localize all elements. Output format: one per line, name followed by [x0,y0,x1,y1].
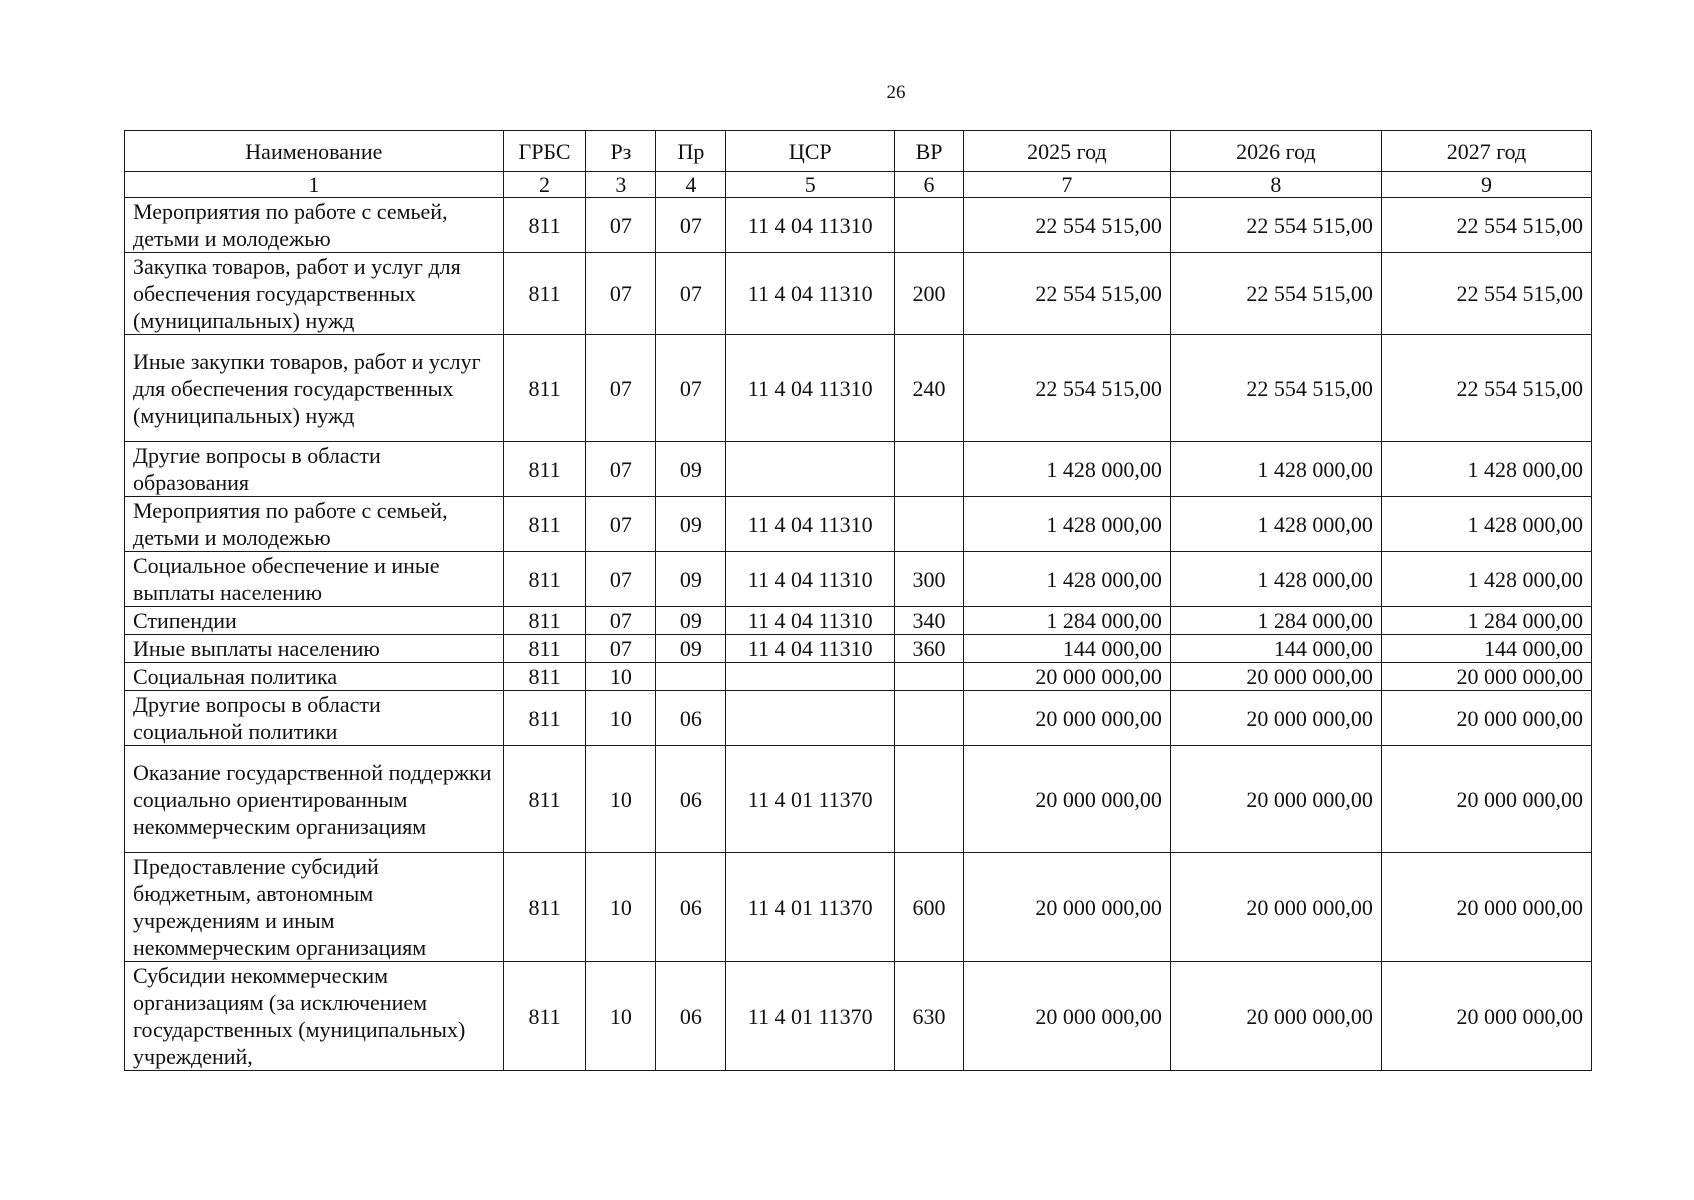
row-pr-cell: 09 [656,635,726,663]
row-rz-cell: 10 [586,663,656,691]
row-name-cell: Иные закупки товаров, работ и услуг для обеспечения государственных (муниципальных) нужд [125,335,504,442]
row-2025-amount: 1 428 000,00 [964,552,1171,607]
row-rz-cell: 07 [586,335,656,442]
row-2027-amount: 1 428 000,00 [1381,552,1591,607]
table-row [125,253,1592,335]
table-row [125,635,1592,663]
row-vr-cell: 630 [895,962,964,1071]
header-row [125,131,1592,172]
row-grbs-cell: 811 [503,607,586,635]
row-pr-cell: 09 [656,552,726,607]
row-2027-amount: 1 284 000,00 [1381,607,1591,635]
row-vr-cell [895,691,964,746]
row-rz-cell: 07 [586,442,656,497]
row-2026-amount: 20 000 000,00 [1170,746,1381,853]
row-2027-amount: 20 000 000,00 [1381,746,1591,853]
row-grbs-cell: 811 [503,497,586,552]
row-vr-cell [895,497,964,552]
row-vr-cell [895,663,964,691]
table-row [125,853,1592,962]
row-2025-amount: 22 554 515,00 [964,253,1171,335]
row-2027-amount: 20 000 000,00 [1381,962,1591,1071]
row-pr-cell: 06 [656,962,726,1071]
table-body [125,198,1592,1071]
column-number: 4 [656,172,726,198]
row-csr-cell: 11 4 04 11310 [726,198,895,253]
table-row [125,691,1592,746]
row-rz-cell: 07 [586,635,656,663]
row-pr-cell: 09 [656,607,726,635]
row-2025-amount: 20 000 000,00 [964,853,1171,962]
row-grbs-cell: 811 [503,746,586,853]
row-grbs-cell: 811 [503,335,586,442]
column-number: 5 [726,172,895,198]
table-row [125,198,1592,253]
row-2025-amount: 22 554 515,00 [964,335,1171,442]
row-grbs-cell: 811 [503,552,586,607]
row-2025-amount: 1 284 000,00 [964,607,1171,635]
row-2025-amount: 1 428 000,00 [964,497,1171,552]
row-rz-cell: 07 [586,497,656,552]
table-row [125,962,1592,1071]
row-name-cell: Другие вопросы в области социальной политики [125,691,504,746]
row-pr-cell: 09 [656,497,726,552]
column-number-row [125,172,1592,198]
column-number: 8 [1170,172,1381,198]
row-2026-amount: 1 428 000,00 [1170,442,1381,497]
row-rz-cell: 10 [586,691,656,746]
column-header-pr: Пр [656,131,726,172]
row-grbs-cell: 811 [503,635,586,663]
row-2026-amount: 1 284 000,00 [1170,607,1381,635]
table-row [125,663,1592,691]
row-2025-amount: 1 428 000,00 [964,442,1171,497]
column-number: 3 [586,172,656,198]
row-grbs-cell: 811 [503,198,586,253]
row-rz-cell: 07 [586,253,656,335]
row-csr-cell: 11 4 01 11370 [726,746,895,853]
row-2025-amount: 20 000 000,00 [964,746,1171,853]
row-2025-amount: 20 000 000,00 [964,962,1171,1071]
column-header-csr: ЦСР [726,131,895,172]
column-number: 1 [125,172,504,198]
row-rz-cell: 10 [586,962,656,1071]
row-csr-cell: 11 4 04 11310 [726,635,895,663]
row-csr-cell: 11 4 01 11370 [726,853,895,962]
column-header-name: Наименование [125,131,504,172]
budget-table [124,130,1592,1071]
row-name-cell: Иные выплаты населению [125,635,504,663]
row-csr-cell [726,691,895,746]
row-pr-cell: 09 [656,442,726,497]
row-2027-amount: 144 000,00 [1381,635,1591,663]
row-2026-amount: 1 428 000,00 [1170,552,1381,607]
row-2026-amount: 22 554 515,00 [1170,253,1381,335]
row-vr-cell: 300 [895,552,964,607]
row-2027-amount: 1 428 000,00 [1381,442,1591,497]
row-vr-cell [895,746,964,853]
row-pr-cell [656,663,726,691]
row-pr-cell: 06 [656,691,726,746]
row-csr-cell: 11 4 04 11310 [726,253,895,335]
row-vr-cell: 240 [895,335,964,442]
row-csr-cell: 11 4 01 11370 [726,962,895,1071]
row-name-cell: Оказание государственной поддержки социально ориентированным некоммерческим организациям [125,746,504,853]
table-row [125,746,1592,853]
row-name-cell: Другие вопросы в области образования [125,442,504,497]
row-2027-amount: 20 000 000,00 [1381,663,1591,691]
row-grbs-cell: 811 [503,853,586,962]
row-csr-cell: 11 4 04 11310 [726,497,895,552]
row-pr-cell: 06 [656,853,726,962]
row-name-cell: Мероприятия по работе с семьей, детьми и молодежью [125,198,504,253]
row-2027-amount: 22 554 515,00 [1381,335,1591,442]
row-vr-cell: 600 [895,853,964,962]
row-rz-cell: 10 [586,853,656,962]
row-2027-amount: 1 428 000,00 [1381,497,1591,552]
row-2027-amount: 22 554 515,00 [1381,198,1591,253]
row-name-cell: Закупка товаров, работ и услуг для обеспечения государственных (муниципальных) нужд [125,253,504,335]
row-2026-amount: 1 428 000,00 [1170,497,1381,552]
row-pr-cell: 06 [656,746,726,853]
row-2025-amount: 20 000 000,00 [964,691,1171,746]
table-row [125,552,1592,607]
row-grbs-cell: 811 [503,962,586,1071]
row-2026-amount: 22 554 515,00 [1170,198,1381,253]
row-2025-amount: 20 000 000,00 [964,663,1171,691]
column-header-2025: 2025 год [964,131,1171,172]
row-2027-amount: 20 000 000,00 [1381,691,1591,746]
column-number: 7 [964,172,1171,198]
row-vr-cell [895,442,964,497]
row-2026-amount: 144 000,00 [1170,635,1381,663]
row-name-cell: Субсидии некоммерческим организациям (за исключением государственных (муниципальных) учреждений, [125,962,504,1071]
column-header-vr: ВР [895,131,964,172]
row-vr-cell: 200 [895,253,964,335]
row-2027-amount: 22 554 515,00 [1381,253,1591,335]
row-csr-cell: 11 4 04 11310 [726,335,895,442]
row-2027-amount: 20 000 000,00 [1381,853,1591,962]
row-name-cell: Мероприятия по работе с семьей, детьми и молодежью [125,497,504,552]
row-name-cell: Социальная политика [125,663,504,691]
table-row [125,335,1592,442]
row-rz-cell: 07 [586,552,656,607]
row-2025-amount: 144 000,00 [964,635,1171,663]
row-csr-cell: 11 4 04 11310 [726,552,895,607]
table-row [125,607,1592,635]
row-2026-amount: 20 000 000,00 [1170,853,1381,962]
row-grbs-cell: 811 [503,663,586,691]
row-grbs-cell: 811 [503,253,586,335]
row-pr-cell: 07 [656,198,726,253]
column-header-2026: 2026 год [1170,131,1381,172]
row-pr-cell: 07 [656,253,726,335]
column-header-2027: 2027 год [1381,131,1591,172]
row-2026-amount: 20 000 000,00 [1170,663,1381,691]
row-csr-cell [726,442,895,497]
row-name-cell: Стипендии [125,607,504,635]
row-2025-amount: 22 554 515,00 [964,198,1171,253]
row-rz-cell: 07 [586,607,656,635]
row-2026-amount: 20 000 000,00 [1170,691,1381,746]
row-rz-cell: 10 [586,746,656,853]
row-pr-cell: 07 [656,335,726,442]
row-2026-amount: 20 000 000,00 [1170,962,1381,1071]
row-rz-cell: 07 [586,198,656,253]
column-number: 2 [503,172,586,198]
row-name-cell: Социальное обеспечение и иные выплаты населению [125,552,504,607]
column-number: 9 [1381,172,1591,198]
column-header-rz: Рз [586,131,656,172]
column-header-grbs: ГРБС [503,131,586,172]
table-row [125,497,1592,552]
row-grbs-cell: 811 [503,442,586,497]
row-csr-cell: 11 4 04 11310 [726,607,895,635]
row-csr-cell [726,663,895,691]
row-vr-cell: 360 [895,635,964,663]
row-vr-cell [895,198,964,253]
column-number: 6 [895,172,964,198]
row-vr-cell: 340 [895,607,964,635]
table-row [125,442,1592,497]
page-number: 26 [886,82,906,103]
row-2026-amount: 22 554 515,00 [1170,335,1381,442]
row-grbs-cell: 811 [503,691,586,746]
row-name-cell: Предоставление субсидий бюджетным, автономным учреждениям и иным некоммерческим организациям [125,853,504,962]
